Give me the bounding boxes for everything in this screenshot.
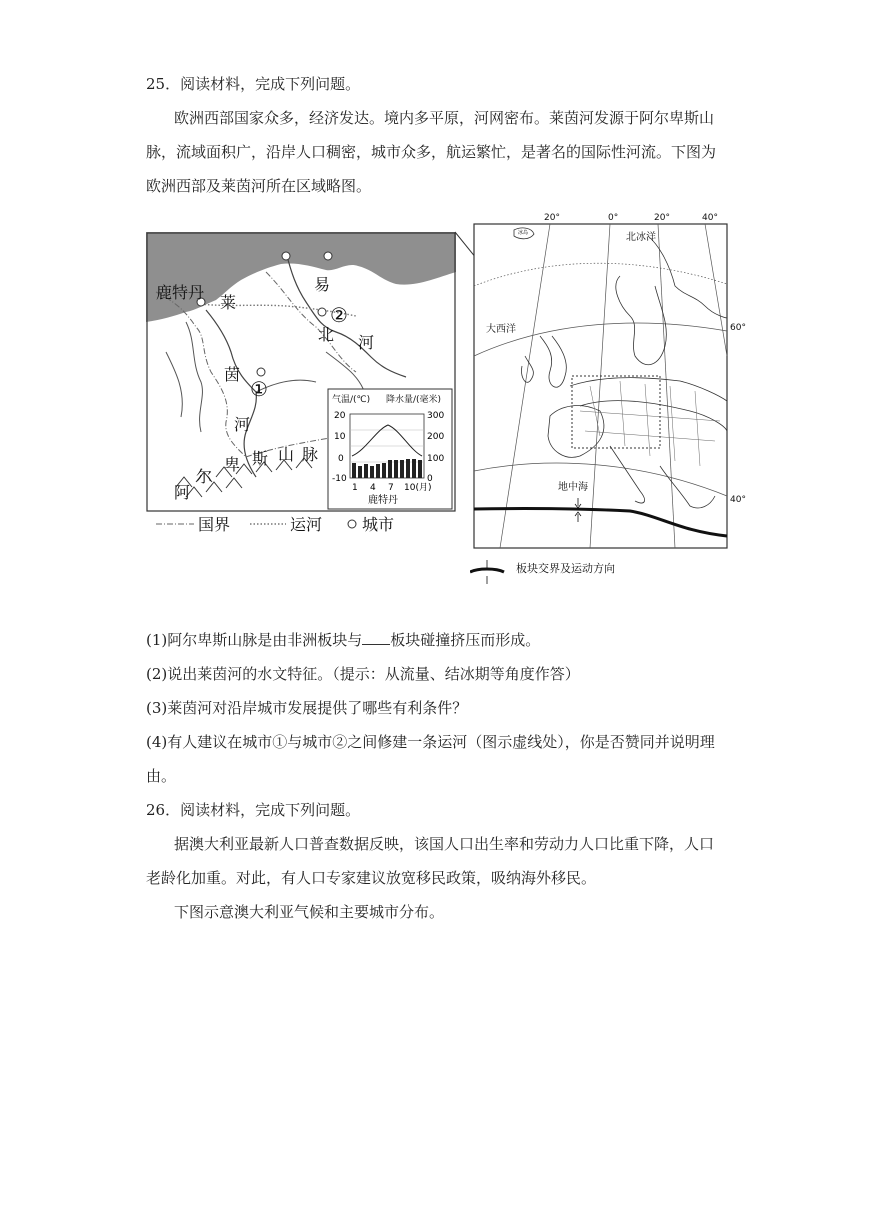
city-marker (324, 252, 332, 260)
q1-text-before: (1)阿尔卑斯山脉是由非洲板块与 (146, 631, 363, 649)
q26-paragraph-line: 据澳大利亚最新人口普查数据反映，该国人口出生率和劳动力人口比重下降，人口 (174, 835, 715, 853)
city-2-marker (318, 308, 326, 316)
city-1-label: ① (250, 377, 268, 401)
month-tick: 7 (388, 483, 394, 493)
rhine-label-char: 莱 (220, 293, 237, 312)
left-map-legend (156, 515, 394, 534)
city-marker (282, 252, 290, 260)
temp-tick: 0 (338, 454, 344, 464)
alps-label-char: 山 (278, 445, 295, 464)
plate-legend-label: 板块交界及运动方向 (516, 562, 615, 575)
lon-label: 20° (654, 213, 670, 223)
q25-sub-question-4-cont: 由。 (146, 767, 177, 785)
alps-label-char: 卑 (224, 455, 241, 474)
rhine-label-char: 茵 (224, 365, 241, 384)
month-tick: 1 (352, 483, 358, 493)
q1-text-after: 板块碰撞挤压而形成。 (390, 631, 541, 649)
river-branch (186, 322, 202, 432)
q25-sub-question-1 (146, 630, 540, 650)
legend-canal: 运河 (290, 515, 323, 534)
precip-axis-label: 降水量/(毫米) (386, 395, 442, 405)
precip-tick: 200 (427, 432, 445, 442)
city-rotterdam-label: 鹿特丹 (156, 283, 205, 302)
lat-label-60: 60° (730, 323, 746, 333)
iceland-label: 冰岛 (518, 230, 529, 236)
precip-tick: 300 (427, 411, 445, 421)
temp-tick: 20 (334, 411, 346, 421)
sea-area (146, 232, 456, 322)
city-1-marker (257, 368, 265, 376)
month-tick: 4 (370, 483, 376, 493)
q25-paragraph-line: 欧洲西部国家众多，经济发达。境内多平原，河网密布。莱茵河发源于阿尔卑斯山 (174, 109, 715, 127)
mediterranean-label: 地中海 (558, 482, 588, 493)
q25-sub-question-3: (3)莱茵河对沿岸城市发展提供了哪些有利条件？ (146, 699, 468, 717)
europe-map-frame (474, 224, 727, 548)
elbe-label-char: 北 (318, 325, 335, 344)
lat-label-40: 40° (730, 495, 746, 505)
temp-tick: 10 (334, 432, 346, 442)
rhine-region-map (146, 232, 456, 542)
atlantic-ocean-label: 大西洋 (486, 324, 516, 335)
q25-paragraph-line: 欧洲西部及莱茵河所在区域略图。 (146, 177, 372, 195)
city-2-label: ② (330, 303, 348, 327)
legend-border: 国界 (198, 515, 231, 534)
europe-overview-map (470, 206, 760, 586)
rhine-river (206, 310, 256, 477)
q26-title: 26．阅读材料，完成下列问题。 (146, 801, 361, 819)
temp-axis-label: 气温/(℃) (332, 395, 371, 405)
q26-paragraph-line: 下图示意澳大利亚气候和主要城市分布。 (174, 903, 445, 921)
rhine-label-char: 河 (234, 415, 251, 434)
alps-label-char: 尔 (196, 467, 213, 486)
legend-city: 城市 (362, 515, 395, 534)
temp-tick: -10 (332, 474, 347, 484)
lon-label: 0° (608, 213, 619, 223)
chart-caption: 鹿特丹 (368, 495, 398, 506)
elbe-label-char: 河 (358, 333, 375, 352)
alps-label-char: 脉 (302, 445, 319, 464)
q25-sub-question-2: (2)说出莱茵河的水文特征。（提示：从流量、结冰期等角度作答） (146, 665, 580, 683)
answer-blank[interactable] (362, 630, 390, 645)
alps-label-char: 斯 (252, 449, 269, 468)
river-branch (166, 352, 182, 417)
precip-tick: 100 (427, 454, 445, 464)
month-tick: 10(月) (404, 483, 432, 493)
elbe-label-char: 易 (314, 275, 331, 294)
climate-chart (328, 389, 452, 509)
arctic-ocean-label: 北冰洋 (626, 232, 656, 243)
q26-paragraph-line: 老龄化加重。对此，有人口专家建议放宽移民政策，吸纳海外移民。 (146, 869, 597, 887)
precip-tick: 0 (427, 474, 433, 484)
lon-label: 20° (544, 213, 560, 223)
alps-label-char: 阿 (174, 483, 191, 502)
q25-paragraph-line: 脉，流域面积广，沿岸人口稠密，城市众多，航运繁忙，是著名的国际性河流。下图为 (146, 143, 717, 161)
plate-legend-symbol (470, 569, 504, 572)
lon-label: 40° (702, 213, 718, 223)
q25-sub-question-4: (4)有人建议在城市①与城市②之间修建一条运河（图示虚线处），你是否赞同并说明理 (146, 733, 715, 751)
q25-title: 25．阅读材料，完成下列问题。 (146, 75, 361, 93)
